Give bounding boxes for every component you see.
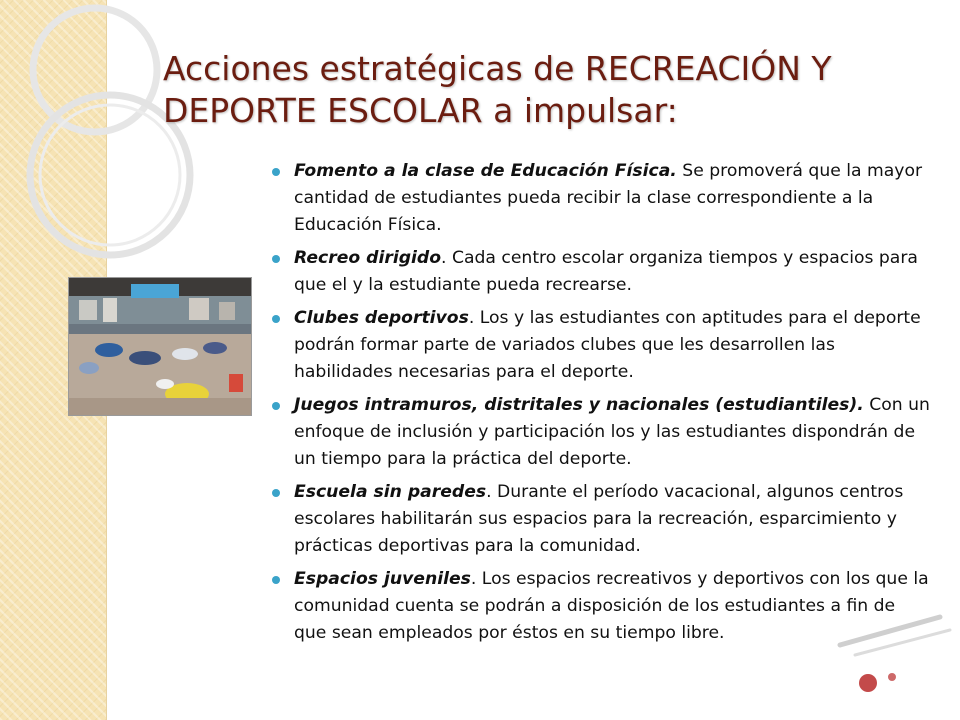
bullet-icon	[272, 315, 280, 323]
item-heading: Clubes deportivos	[294, 308, 469, 328]
bullet-icon	[272, 489, 280, 497]
item-heading: Escuela sin paredes	[294, 482, 487, 502]
list-item	[272, 305, 932, 386]
bullet-icon	[272, 255, 280, 263]
list-item	[272, 479, 932, 560]
list-item	[272, 392, 932, 473]
item-heading: Recreo dirigido	[294, 248, 442, 268]
item-text: . Durante el período vacacional, algunos centros escolares habilitarán sus espacios para la recreación, esparcimiento y prácticas deportivas para la comunidad.	[294, 482, 904, 556]
item-heading: Fomento a la clase de Educación Física.	[294, 161, 677, 181]
item-heading: Juegos intramuros, distritales y nacionales (estudiantiles).	[294, 395, 864, 415]
students-exercising-photo	[68, 277, 252, 416]
item-text: Con un enfoque de inclusión y participación los y las estudiantes dispondrán de un tiempo para la práctica del deporte.	[294, 395, 930, 469]
list-item	[272, 245, 932, 299]
bullet-icon	[272, 576, 280, 584]
item-heading: Espacios juveniles	[294, 569, 471, 589]
list-item	[272, 566, 932, 647]
slide-title: Acciones estratégicas de RECREACIÓN Y DEPORTE ESCOLAR a impulsar:	[163, 49, 832, 130]
item-text: . Los espacios recreativos y deportivos con los que la comunidad cuenta se podrán a disposición de los estudiantes a fin de que sean empleados por éstos en su tiempo libre.	[294, 569, 929, 643]
photo-illustration	[69, 278, 251, 415]
item-text: Se promoverá que la mayor cantidad de estudiantes pueda recibir la clase correspondiente a la Educación Física.	[294, 161, 923, 235]
item-text: . Cada centro escolar organiza tiempos y espacios para que el y la estudiante pueda recrearse.	[294, 248, 918, 295]
action-list	[272, 158, 932, 653]
bullet-icon	[272, 402, 280, 410]
item-text: . Los y las estudiantes con aptitudes para el deporte podrán formar parte de variados clubes que les desarrollen las habilidades necesarias para el deporte.	[294, 308, 921, 382]
bullet-icon	[272, 168, 280, 176]
list-item	[272, 158, 932, 239]
